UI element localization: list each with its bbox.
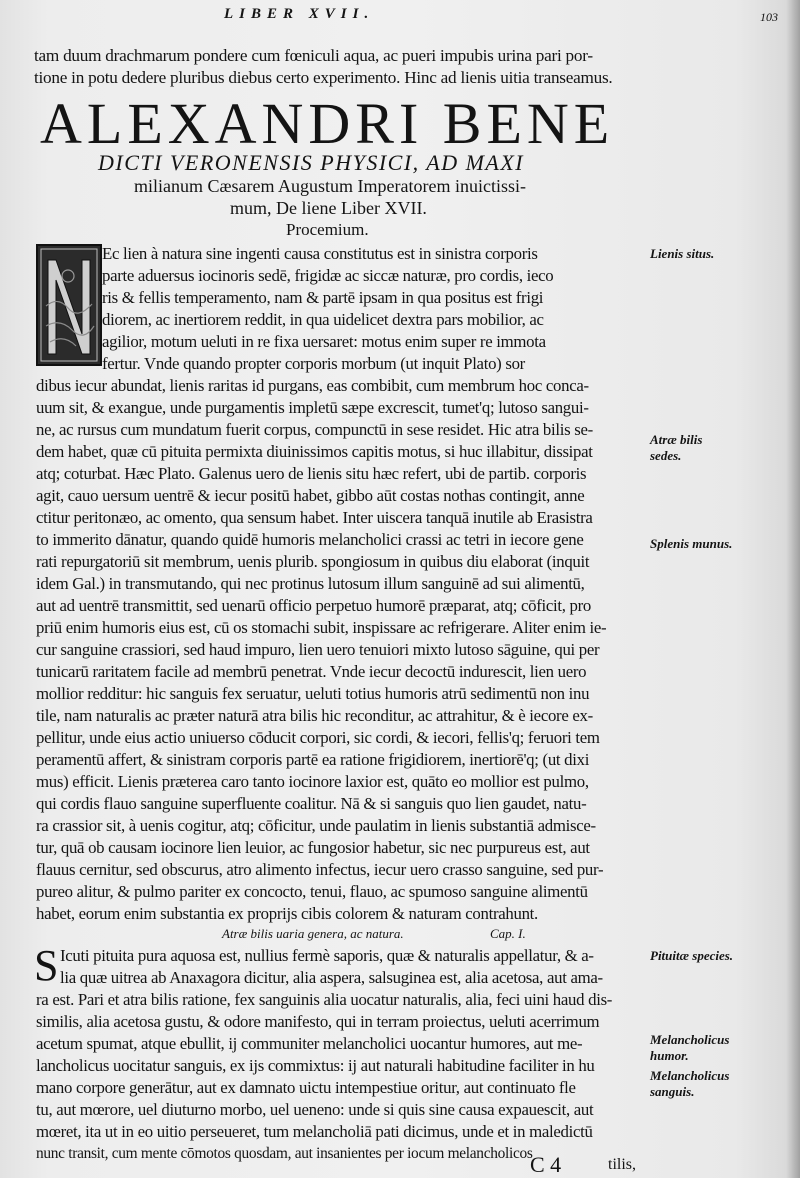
text-line: ris & fellis temperamento, nam & partē ipsam in qua positus est frigi (102, 288, 544, 307)
text-line: rati repurgatoriū sit membrum, uenis plurib. spongiosum in quibus diu elaborat (inquit (36, 552, 590, 571)
text-line: cur sanguine crassiori, sed haud impuro, lien uero tenuiori mixto lutoso sāguine, qui per (36, 640, 600, 659)
text-line: atq; coturbat. Hæc Plato. Galenus uero de lienis situ hæc refert, ubi de partib. corporis (36, 464, 587, 483)
decorated-initial-icon (38, 246, 100, 364)
text-line: parte aduersus iocinoris sedē, frigidæ ac siccæ naturæ, pro cordis, ieco (102, 266, 554, 285)
text-line: agit, cauo uersum uentrē & iecur positū habet, gibbo aūt costas nothas contingit, anne (36, 486, 585, 505)
text-line: dibus iecur abundat, lienis raritas id purgans, eas combibit, cum membrum hoc conca- (36, 376, 589, 395)
text-line: dem habet, quæ cū pituita permixta diuinissimos capitis motus, si huc illabitur, dissipat (36, 442, 593, 461)
continuation-line: tione in potu dedere pluribus diebus certo experimento. Hinc ad lienis uitia transeamus. (34, 68, 613, 87)
chapter-number: Cap. I. (490, 926, 526, 941)
text-line: pureo alitur, & pulmo pariter ex concocto, tenui, flauo, ac spumoso sanguine alimentū (36, 882, 588, 901)
text-line: flauus cernitur, sed obscurus, atro alimento infectus, iecur uero crasso sanguine, sed pur- (36, 860, 604, 879)
marginal-note-sedes: sedes. (650, 448, 682, 463)
text-line: ra est. Pari et atra bilis ratione, fex sanguinis alia uocatur naturalis, alia, feci uini haud dis- (36, 990, 613, 1009)
marginal-note-lienis-situs: Lienis situs. (650, 246, 715, 261)
folio-number: 103 (760, 10, 778, 24)
marginal-note-splenis-munus: Splenis munus. (650, 536, 733, 551)
title-line-4: mum, De liene Liber XVII. (230, 198, 427, 218)
text-line: tunicarū raritatem facile ad membrū penetrat. Vnde iecur decoctū indurescit, lien uero (36, 662, 587, 681)
initial-s: S (34, 941, 59, 990)
text-line: ne, ac rursus cum mundatum fuerit corpus, compunctū in sese residet. Hic atra bilis se- (36, 420, 593, 439)
text-line: mœret, ita ut in eo uitio perseueret, tum melancholiā pati dicimus, unde et in maledictū (36, 1122, 593, 1141)
chapter-title: Atræ bilis uaria genera, ac natura. (222, 926, 404, 941)
running-head: LIBER XVII. (224, 6, 375, 22)
signature-mark: C 4 (530, 1152, 562, 1177)
text-line: pellitur, unde eius actio uniuerso cōducit corpori, sic cordi, & iecori, fellis'q; feruori tem (36, 728, 600, 747)
marginal-note-pituitae-species: Pituitæ species. (650, 948, 734, 963)
marginal-note-humor: humor. (650, 1048, 689, 1063)
text-line: lia quæ uitrea ab Anaxagora dicitur, alia aspera, salsuginea est, alia acetosa, aut ama- (60, 968, 603, 987)
text-line: idem Gal.) in transmutando, qui nec protinus lutosum illum sanguinē ad sui alimentū, (36, 574, 585, 593)
marginal-note-melancholicus: Melancholicus (650, 1032, 730, 1047)
text-line: Icuti pituita pura aquosa est, nullius fermè saporis, quæ & naturalis appellatur, & a- (60, 946, 594, 965)
title-line-2: DICTI VERONENSIS PHYSICI, AD MAXI (98, 150, 525, 175)
chapter-heading (0, 926, 640, 946)
text-line: diorem, ac inertiorem reddit, in qua uidelicet dextra pars mobilior, ac (102, 310, 544, 329)
text-line: aut ad uentrē transmittit, sed uenarū officio perpetuo humorē præparat, atq; cōficit, pro (36, 596, 592, 615)
text-line: similis, alia acetosa gustu, & odore manifesto, qui in terram proiectus, ueluti acerrimum (36, 1012, 600, 1031)
text-line: mus) efficit. Lienis præterea caro tanto iocinore laxior est, quāto eo mollior est pulmo, (36, 772, 589, 791)
text-line: agilior, motum ueluti in re fixa uersaret: motus enim super re immota (102, 332, 546, 351)
text-line: ctitur peritonæo, ac omento, qua sensum habet. Inter uiscera tanquā inutile ab Erasistra (36, 508, 593, 527)
continuation-line: tam duum drachmarum pondere cum fœniculi aqua, ac pueri impubis urina pari por- (34, 46, 593, 65)
text-line: to immerito dānatur, quando quidē humoris melancholici crassi ac tetri in iecore gene (36, 530, 584, 549)
decorated-initial-n (36, 244, 102, 366)
text-line: tur, quā ob causam iocinore lien leuior, ac fungosior habetur, sic nec purpureus est, aut (36, 838, 590, 857)
text-line: qui cordis flauo sanguine superfluente coalitur. Nā & si sanguis quo lien gaudet, natu- (36, 794, 587, 813)
text-line: priū enim humoris eius est, cū os stomachi subit, inspissare ac refrigerare. Aliter enim ie- (36, 618, 607, 637)
gutter-shadow (786, 0, 800, 1178)
title-line-3: milianum Cæsarem Augustum Imperatorem inuictissi- (134, 176, 526, 196)
page-header (0, 6, 800, 30)
procemium-heading: Procemium. (286, 220, 369, 239)
text-line: nunc transit, cum mente cōmotos quosdam, aut insanientes per iocum melancholicos (36, 1145, 533, 1162)
text-line: fertur. Vnde quando propter corporis morbum (ut inquit Plato) sor (102, 354, 525, 373)
text-line: mano corpore generātur, aut ex damnato uictu intempestiue oritur, aut continuato fle (36, 1078, 576, 1097)
text-line: habet, eorum enim substantia ex proprijs cibis colorem & naturam contrahunt. (36, 904, 538, 923)
text-line: tile, nam naturalis ac præter naturā atra bilis hic reconditur, ac attrahitur, & è iecore ex- (36, 706, 593, 725)
catchword: tilis, (608, 1156, 637, 1173)
text-line: tu, aut mœrore, uel diuturno morbo, uel ueneno: unde si quis sine causa expauescit, aut (36, 1100, 594, 1119)
text-line: Ec lien à natura sine ingenti causa constitutus est in sinistra corporis (102, 244, 538, 263)
text-line: peramentū affert, & sinistram corporis partē ea ratione frigidiorem, inertiorē'q; (ut dixi (36, 750, 590, 769)
marginal-note-atrae-bilis: Atræ bilis (650, 432, 703, 447)
marginal-note-sanguis: sanguis. (650, 1084, 695, 1099)
title-author: ALEXANDRI BENE (40, 91, 615, 156)
marginal-note-melancholicus-2: Melancholicus (650, 1068, 730, 1083)
text-line: ra crassior sit, à uenis cogitur, atq; cōficitur, unde paulatim in lienis substantiā admisce- (36, 816, 596, 835)
text-line: acetum spumat, atque ebullit, ij communiter melancholici uocantur humores, aut me- (36, 1034, 583, 1053)
text-line: uum sit, & exangue, unde purgamentis impletū sæpe excrescit, tumet'q; lutoso sangui- (36, 398, 589, 417)
text-line: lancholicus uocitatur sanguis, ex ijs commixtus: ij aut naturali habitudine faciliter in hu (36, 1056, 595, 1075)
text-line: mollior redditur: hic sanguis fex seruatur, ueluti totius humoris atrū sedimentū non inu (36, 684, 590, 703)
